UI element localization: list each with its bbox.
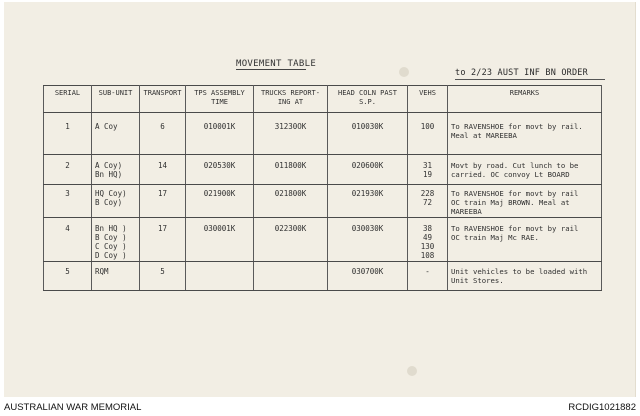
table-row: [44, 185, 602, 218]
cell-transport: 14: [140, 155, 186, 185]
column-header-serial: SERIAL: [44, 86, 92, 113]
cell-transport: 17: [140, 185, 186, 218]
column-header-vehs: VEHS: [408, 86, 448, 113]
cell-head-coln: 021930K: [328, 185, 408, 218]
table-header-row: [44, 86, 602, 113]
cell-transport: 5: [140, 262, 186, 291]
cell-trucks-reporting: 31230OK: [254, 113, 328, 155]
cell-head-coln: 020600K: [328, 155, 408, 185]
column-header-assembly-time: TPS ASSEMBLY TIME: [186, 86, 254, 113]
punch-hole: [407, 366, 417, 376]
cell-remarks: Unit vehicles to be loaded with Unit Stores.: [448, 262, 602, 291]
cell-vehs: 38 49 130 108: [408, 218, 448, 262]
cell-serial: 4: [44, 218, 92, 262]
cell-remarks: Movt by road. Cut lunch to be carried. OC convoy Lt BOARD: [448, 155, 602, 185]
cell-trucks-reporting: [254, 262, 328, 291]
cell-assembly-time: 021900K: [186, 185, 254, 218]
cell-transport: 17: [140, 218, 186, 262]
column-header-head-coln: HEAD COLN PAST S.P.: [328, 86, 408, 113]
cell-serial: 5: [44, 262, 92, 291]
table-row: [44, 262, 602, 291]
reference-underline: [455, 79, 605, 80]
cell-head-coln: 030700K: [328, 262, 408, 291]
cell-head-coln: 010030K: [328, 113, 408, 155]
cell-serial: 3: [44, 185, 92, 218]
cell-transport: 6: [140, 113, 186, 155]
table-row: [44, 155, 602, 185]
cell-subunit: RQM: [92, 262, 140, 291]
column-header-subunit: SUB-UNIT: [92, 86, 140, 113]
cell-assembly-time: [186, 262, 254, 291]
cell-subunit: A Coy: [92, 113, 140, 155]
archive-id: RCDIG1021882: [568, 402, 636, 413]
cell-serial: 1: [44, 113, 92, 155]
cell-remarks: To RAVENSHOE for movt by rail. Meal at MAREEBA: [448, 113, 602, 155]
column-header-trucks-reporting: TRUCKS REPORT-ING AT: [254, 86, 328, 113]
cell-remarks: To RAVENSHOE for movt by rail OC train Maj BROWN. Meal at MAREEBA: [448, 185, 602, 218]
column-header-transport: TRANSPORT: [140, 86, 186, 113]
cell-assembly-time: 010001K: [186, 113, 254, 155]
table-row: [44, 218, 602, 262]
cell-assembly-time: 030001K: [186, 218, 254, 262]
document-heading: MOVEMENT TABLE: [236, 59, 317, 69]
cell-subunit: HQ Coy) B Coy): [92, 185, 140, 218]
cell-vehs: 100: [408, 113, 448, 155]
order-reference: to 2/23 AUST INF BN ORDER: [455, 68, 588, 78]
table-row: [44, 113, 602, 155]
cell-head-coln: 030030K: [328, 218, 408, 262]
archive-credit: AUSTRALIAN WAR MEMORIAL: [4, 402, 142, 413]
cell-vehs: 31 19: [408, 155, 448, 185]
cell-trucks-reporting: 022300K: [254, 218, 328, 262]
cell-serial: 2: [44, 155, 92, 185]
column-header-remarks: REMARKS: [448, 86, 602, 113]
cell-vehs: 228 72: [408, 185, 448, 218]
cell-remarks: To RAVENSHOE for movt by rail OC train Maj Mc RAE.: [448, 218, 602, 262]
movement-table: [43, 85, 602, 291]
cell-assembly-time: 020530K: [186, 155, 254, 185]
cell-vehs: -: [408, 262, 448, 291]
cell-trucks-reporting: 011800K: [254, 155, 328, 185]
cell-subunit: A Coy) Bn HQ): [92, 155, 140, 185]
cell-subunit: Bn HQ ) B Coy ) C Coy ) D Coy ): [92, 218, 140, 262]
punch-hole: [399, 67, 409, 77]
heading-underline: [236, 69, 306, 70]
cell-trucks-reporting: 021800K: [254, 185, 328, 218]
